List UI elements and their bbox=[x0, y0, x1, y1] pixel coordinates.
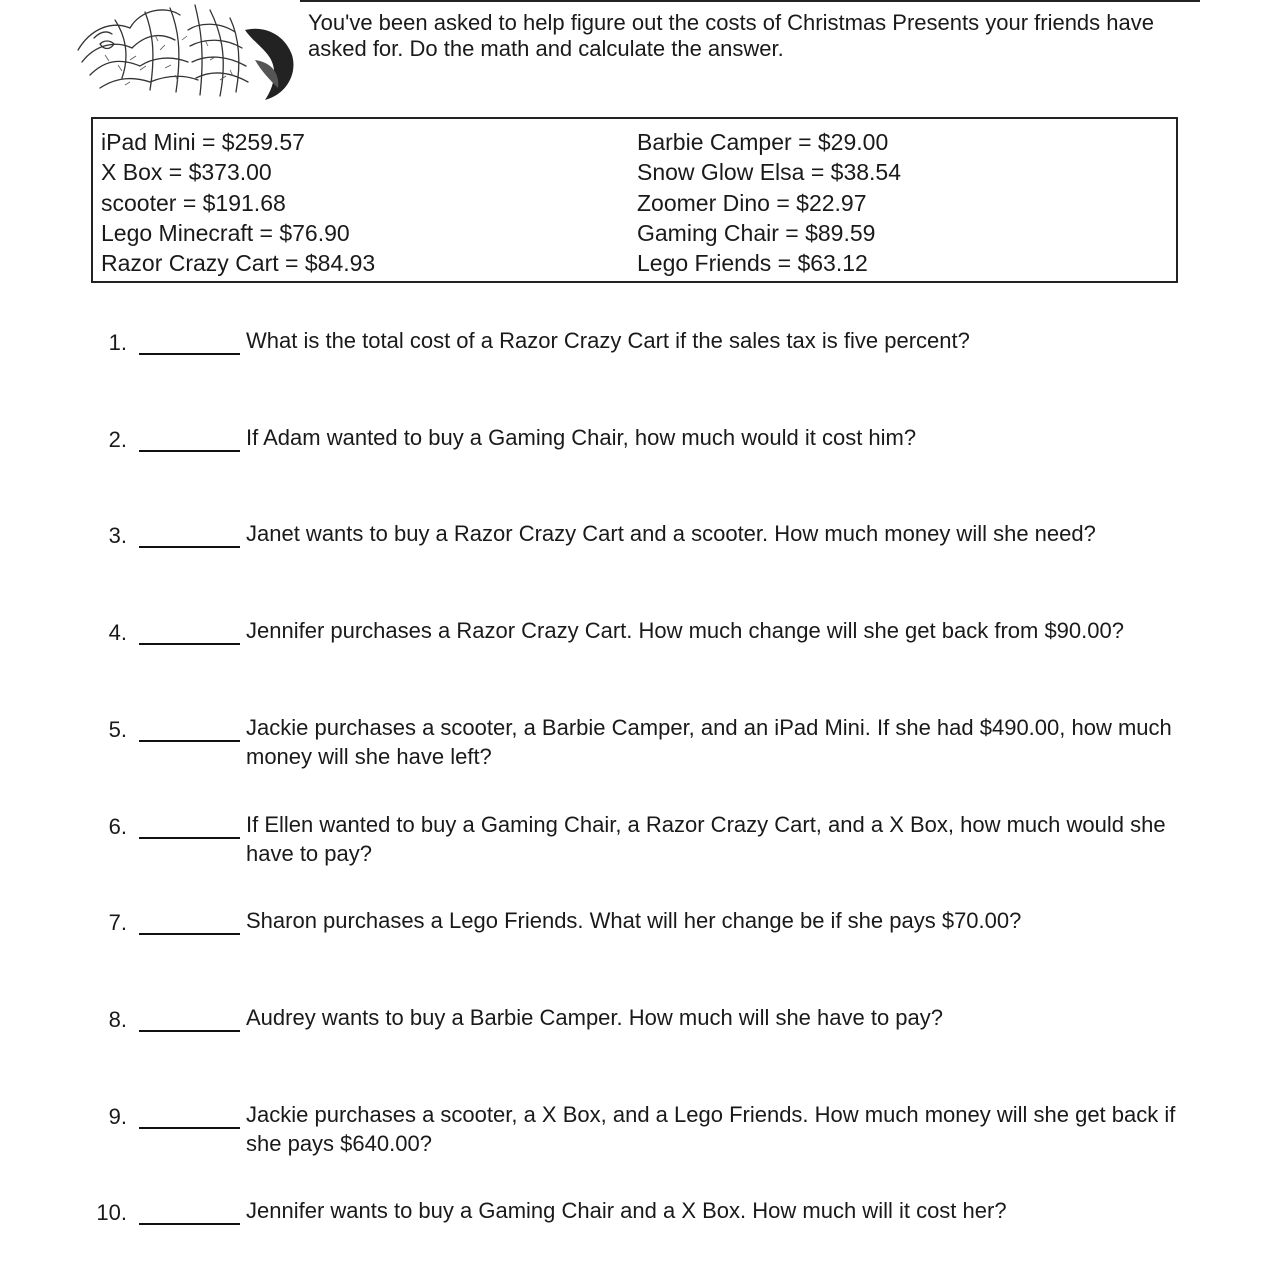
question-text: If Adam wanted to buy a Gaming Chair, how much would it cost him? bbox=[246, 425, 917, 450]
answer-blank[interactable] bbox=[139, 546, 240, 548]
question-number: 10. bbox=[96, 1200, 127, 1225]
question-number: 3. bbox=[108, 523, 127, 548]
answer-blank[interactable] bbox=[139, 1223, 240, 1225]
question-number: 2. bbox=[108, 427, 127, 452]
price-item: scooter = $191.68 bbox=[101, 189, 286, 216]
answer-blank[interactable] bbox=[139, 643, 240, 645]
answer-blank[interactable] bbox=[139, 450, 240, 452]
price-item: Gaming Chair = $89.59 bbox=[637, 219, 876, 246]
price-item: Razor Crazy Cart = $84.93 bbox=[101, 250, 376, 277]
answer-blank[interactable] bbox=[139, 1127, 240, 1129]
answer-blank[interactable] bbox=[139, 740, 240, 742]
question-text: Jennifer purchases a Razor Crazy Cart. How much change will she get back from $90.00? bbox=[246, 618, 1124, 643]
answer-blank[interactable] bbox=[139, 933, 240, 935]
question-number: 5. bbox=[108, 717, 127, 742]
answer-blank[interactable] bbox=[139, 837, 240, 839]
answer-blank[interactable] bbox=[139, 1030, 240, 1032]
answer-blank[interactable] bbox=[139, 353, 240, 355]
question-text: Janet wants to buy a Razor Crazy Cart and a scooter. How much money will she need? bbox=[246, 521, 1096, 546]
question-text: If Ellen wanted to buy a Gaming Chair, a Razor Crazy Cart, and a X Box, how much would she have to pay? bbox=[246, 812, 1166, 866]
question-number: 8. bbox=[108, 1007, 127, 1032]
price-item: X Box = $373.00 bbox=[101, 159, 272, 186]
question-number: 6. bbox=[108, 814, 127, 839]
question-number: 7. bbox=[108, 910, 127, 935]
question-text: Audrey wants to buy a Barbie Camper. How much will she have to pay? bbox=[246, 1005, 944, 1030]
question-text: Jackie purchases a scooter, a Barbie Camper, and an iPad Mini. If she had $490.00, how much money will she have left? bbox=[246, 715, 1172, 769]
question-text: What is the total cost of a Razor Crazy Cart if the sales tax is five percent? bbox=[246, 328, 970, 353]
question-number: 1. bbox=[108, 330, 127, 355]
intro-instructions: You've been asked to help figure out the costs of Christmas Presents your friends have asked for. Do the math and calculate the answer. bbox=[308, 10, 1154, 61]
price-item: Barbie Camper = $29.00 bbox=[637, 129, 889, 155]
price-item: Lego Minecraft = $76.90 bbox=[101, 219, 350, 246]
question-text: Sharon purchases a Lego Friends. What will her change be if she pays $70.00? bbox=[246, 908, 1022, 933]
price-item: Snow Glow Elsa = $38.54 bbox=[637, 159, 902, 186]
price-item: Zoomer Dino = $22.97 bbox=[637, 189, 867, 216]
question-text: Jackie purchases a scooter, a X Box, and a Lego Friends. How much money will she get back if she pays $640.00? bbox=[246, 1102, 1176, 1156]
price-item: iPad Mini = $259.57 bbox=[101, 129, 305, 155]
price-item: Lego Friends = $63.12 bbox=[637, 250, 868, 277]
question-number: 9. bbox=[108, 1104, 127, 1129]
question-number: 4. bbox=[108, 620, 127, 645]
question-text: Jennifer wants to buy a Gaming Chair and a X Box. How much will it cost her? bbox=[246, 1198, 1007, 1223]
